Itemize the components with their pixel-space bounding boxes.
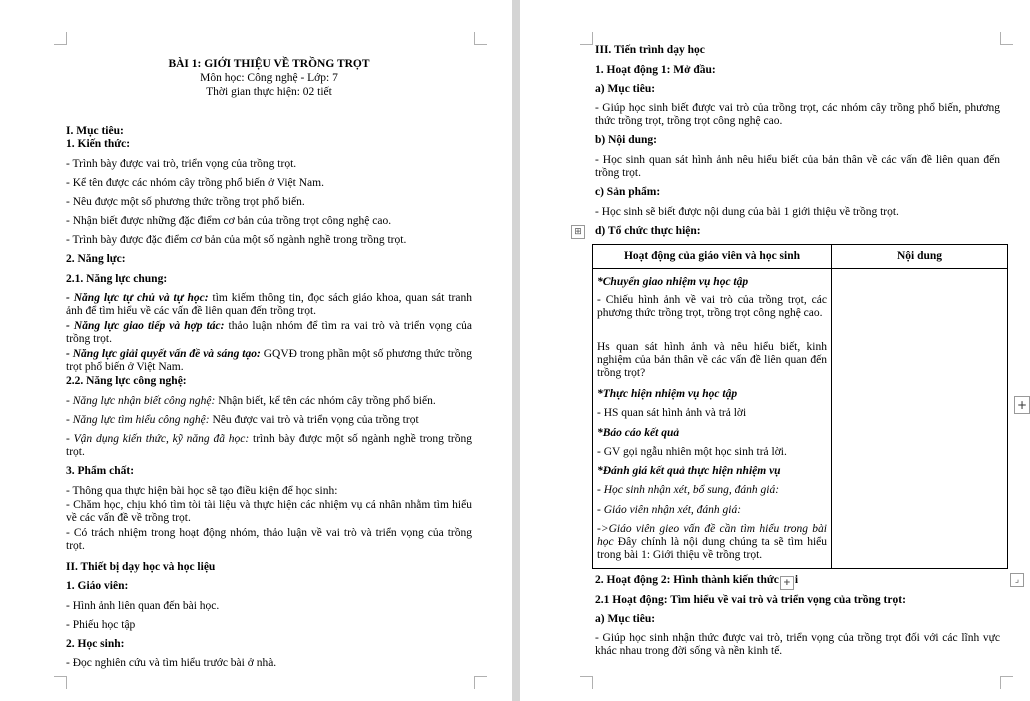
add-row-icon[interactable]: + — [780, 576, 794, 590]
competence-item: - Năng lực tự chủ và tự học: tìm kiếm thông tin, đọc sách giáo khoa, quan sát tranh ảnh để tìm hiểu về các vấn đề liên quan đến trồng trọt. — [66, 292, 472, 317]
table-cell-step: *Thực hiện nhiệm vụ học tập — [597, 388, 738, 400]
heading-organization: d) Tổ chức thực hiện: — [595, 225, 701, 237]
side-add-button[interactable]: + — [1014, 396, 1030, 414]
corner-mark — [1000, 676, 1013, 689]
knowledge-item: - Nêu được một số phương thức trồng trọt phổ biến. — [66, 196, 305, 208]
knowledge-item: - Kể tên được các nhóm cây trồng phổ biến ở Việt Nam. — [66, 177, 324, 189]
table-cell-text: - Giáo viên nhận xét, đánh giá: — [597, 504, 742, 516]
table-cell-text: - GV gọi ngẫu nhiên một học sinh trả lời. — [597, 446, 787, 458]
table-header-activity: Hoạt động của giáo viên và học sinh — [623, 250, 801, 262]
table-move-handle[interactable]: ⊞ — [571, 225, 585, 239]
knowledge-item: - Trình bày được vai trò, triển vọng của trồng trọt. — [66, 158, 297, 170]
product-text: - Học sinh sẽ biết được nội dung của bài 1 giới thiệu về trồng trọt. — [595, 206, 899, 218]
heading-goal: a) Mục tiêu: — [595, 83, 656, 95]
table-cell-text: - Chiếu hình ảnh về vai trò của trồng trọt, các phương thức trồng trọt, trồng trọt công nghệ cao. — [597, 294, 827, 319]
knowledge-item: - Trình bày được đặc điểm cơ bản của một số ngành nghề trong trồng trọt. — [66, 234, 407, 246]
subject-line: Môn học: Công nghệ - Lớp: 7 — [200, 72, 338, 84]
table-cell-text: - Học sinh nhận xét, bổ sung, đánh giá: — [597, 484, 780, 496]
corner-mark — [474, 676, 487, 689]
tech-competence-item: - Vận dụng kiến thức, kỹ năng đã học: trình bày được một số ngành nghề trong trồng trọt. — [66, 433, 472, 458]
document-page-2 — [520, 0, 1030, 701]
lesson-title: BÀI 1: GIỚI THIỆU VỀ TRỒNG TRỌT — [168, 58, 370, 70]
heading-competence: 2. Năng lực: — [66, 253, 126, 265]
table-resize-handle[interactable]: ⌟ — [1010, 573, 1024, 587]
heading-activity-1: 1. Hoạt động 1: Mở đầu: — [595, 64, 716, 76]
table-header-content: Nội dung — [896, 250, 943, 262]
heading-knowledge: 1. Kiến thức: — [66, 138, 131, 150]
table-cell-text: ->Giáo viên gieo vấn đề cần tìm hiểu trong bài học Đây chính là nội dung chúng ta sẽ tìm hiểu trong bài 1: Giới thiệu về trồng trọt. — [597, 523, 827, 561]
corner-mark — [580, 32, 593, 45]
table-column-divider — [831, 245, 832, 568]
table-cell-text: - HS quan sát hình ảnh và trả lời — [597, 407, 747, 419]
goal-2-text: - Giúp học sinh nhận thức được vai trò, triển vọng của trồng trọt đối với các lĩnh vực khác nhau trong đời sống và nền kinh tế. — [595, 632, 1000, 657]
table-cell-step: *Đánh giá kết quả thực hiện nhiệm vụ — [597, 465, 781, 477]
table-cell-step: *Chuyển giao nhiệm vụ học tập — [597, 276, 749, 288]
competence-item: - Năng lực giao tiếp và hợp tác: thảo luận nhóm để tìm ra vai trò và triển vọng của trồng trọt. — [66, 320, 472, 345]
heading-student: 2. Học sinh: — [66, 638, 125, 650]
heading-activity-2-1: 2.1 Hoạt động: Tìm hiểu về vai trò và triển vọng của trồng trọt: — [595, 594, 906, 606]
corner-mark — [1000, 32, 1013, 45]
corner-mark — [580, 676, 593, 689]
page-gutter — [512, 0, 520, 701]
tech-competence-item: - Năng lực tìm hiểu công nghệ: Nêu được vai trò và triển vọng của trồng trọt — [66, 414, 419, 426]
quality-item: - Thông qua thực hiện bài học sẽ tạo điều kiện để học sinh: — [66, 485, 338, 497]
heading-process: III. Tiến trình dạy học — [595, 44, 705, 56]
heading-activity-2: 2. Hoạt động 2: Hình thành kiến thức + i — [595, 574, 799, 588]
student-item: - Đọc nghiên cứu và tìm hiểu trước bài ở nhà. — [66, 657, 277, 669]
duration-line: Thời gian thực hiện: 02 tiết — [206, 86, 332, 98]
content-text: - Học sinh quan sát hình ảnh nêu hiểu biết của bản thân về các vấn đề liên quan đến trồng trọt. — [595, 154, 1000, 179]
activity-table — [592, 244, 1008, 569]
heading-content: b) Nội dung: — [595, 134, 657, 146]
heading-product: c) Sản phẩm: — [595, 186, 661, 198]
heading-general-competence: 2.1. Năng lực chung: — [66, 273, 168, 285]
heading-objectives: I. Mục tiêu: — [66, 125, 124, 137]
teacher-item: - Phiếu học tập — [66, 619, 136, 631]
corner-mark — [474, 32, 487, 45]
quality-item: - Chăm học, chịu khó tìm tòi tài liệu và thực hiện các nhiệm vụ cá nhân nhằm tìm hiểu về các vấn đề về trồng trọt. — [66, 499, 472, 524]
table-cell-step: *Báo cáo kết quả — [597, 427, 680, 439]
table-cell-text: Hs quan sát hình ảnh và nêu hiểu biết, kinh nghiệm của bản thân về các vấn đề liên quan đến trồng trọt? — [597, 341, 827, 379]
heading-teacher: 1. Giáo viên: — [66, 580, 129, 592]
heading-tech-competence: 2.2. Năng lực công nghệ: — [66, 375, 187, 387]
corner-mark — [54, 32, 67, 45]
goal-text: - Giúp học sinh biết được vai trò của trồng trọt, các nhóm cây trồng phổ biến, phương thức trồng trọt, trồng trọt công nghệ cao. — [595, 102, 1000, 127]
heading-materials: II. Thiết bị dạy học và học liệu — [66, 561, 216, 573]
knowledge-item: - Nhận biết được những đặc điểm cơ bản của trồng trọt công nghệ cao. — [66, 215, 392, 227]
document-page-1 — [0, 0, 512, 701]
tech-competence-item: - Năng lực nhận biết công nghệ: Nhận biết, kể tên các nhóm cây trồng phổ biến. — [66, 395, 436, 407]
quality-item: - Có trách nhiệm trong hoạt động nhóm, thảo luận về vai trò và triển vọng của trồng trọt. — [66, 527, 472, 552]
competence-item: - Năng lực giải quyết vấn đề và sáng tạo: GQVĐ trong phần một số phương thức trồng trọt phổ biến ở Việt Nam. — [66, 348, 472, 373]
heading-goal-2: a) Mục tiêu: — [595, 613, 656, 625]
heading-qualities: 3. Phẩm chất: — [66, 465, 135, 477]
corner-mark — [54, 676, 67, 689]
table-header-divider — [593, 268, 1007, 269]
teacher-item: - Hình ảnh liên quan đến bài học. — [66, 600, 220, 612]
